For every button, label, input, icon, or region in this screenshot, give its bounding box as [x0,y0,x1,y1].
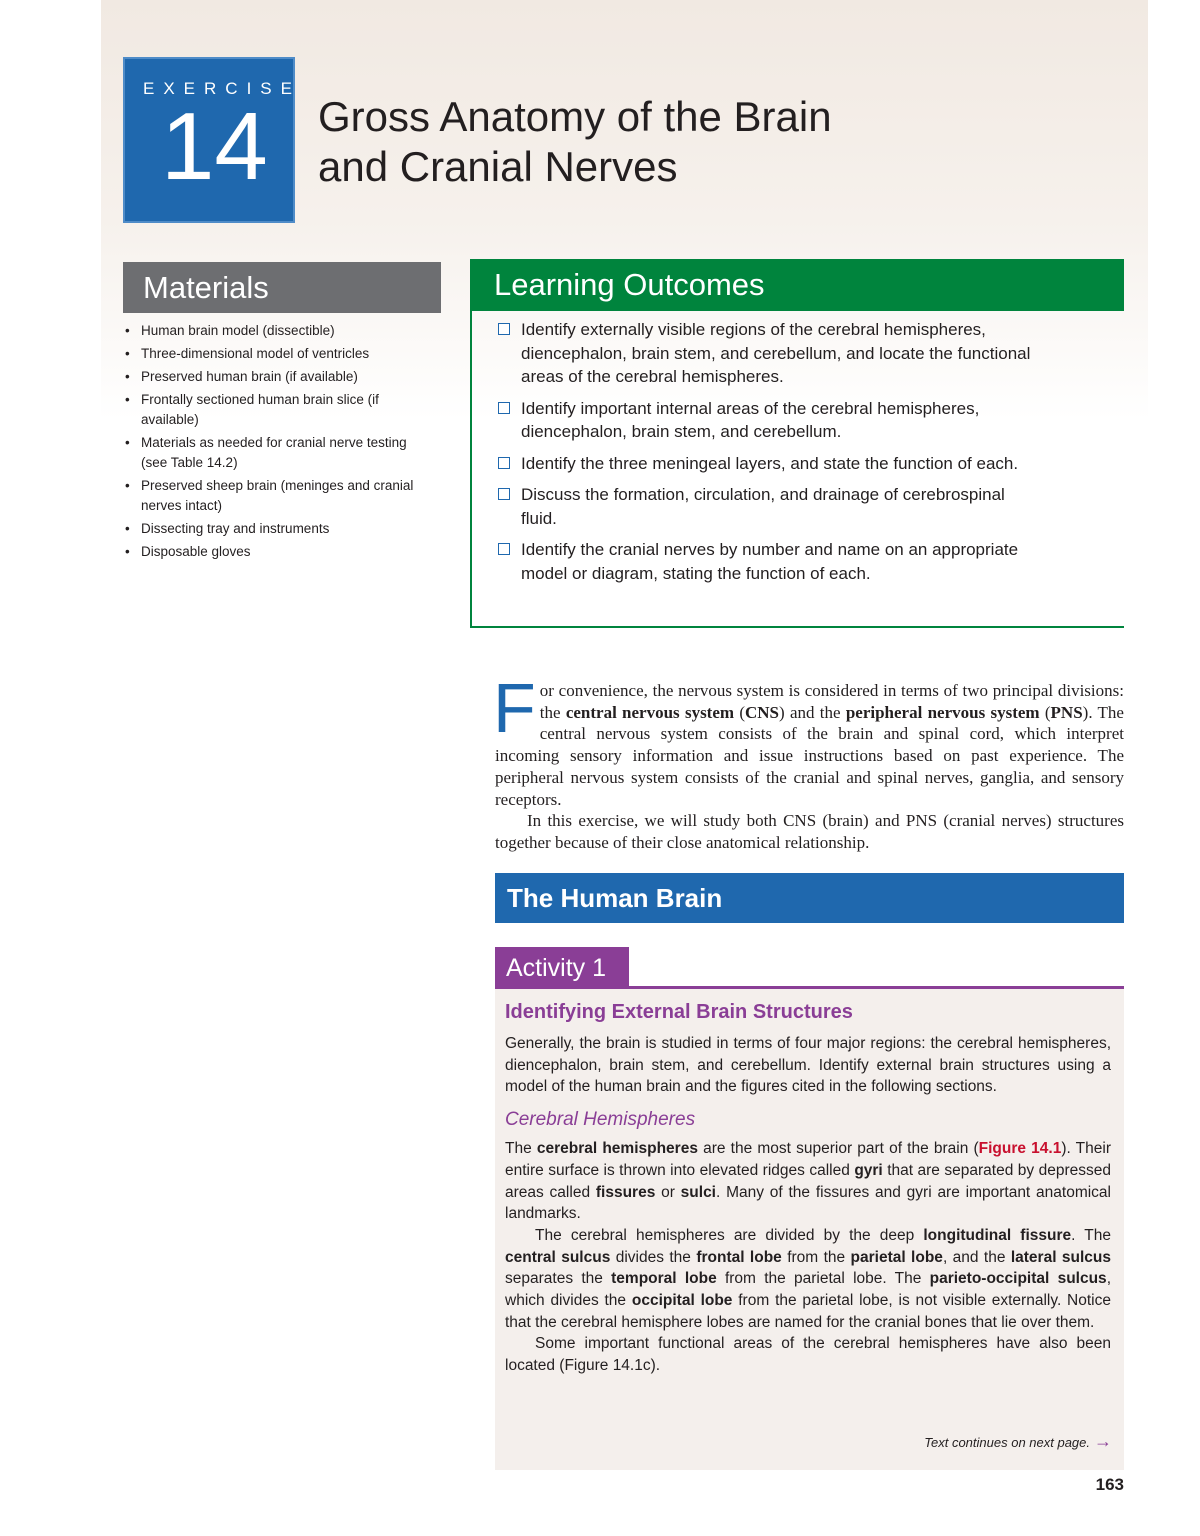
text-run: The [505,1140,537,1158]
intro-paragraph-2: In this exercise, we will study both CNS (brain) and PNS (cranial nerves) structures together because of their close anatomical relationship. [495,811,1124,852]
exercise-label: EXERCISE [143,79,301,98]
text-run: , and the [942,1248,1011,1266]
activity-tab: Activity 1 [495,947,629,987]
materials-item: • Frontally sectioned human brain slice (if available) [123,390,423,430]
materials-item: • Preserved sheep brain (meninges and cranial nerves intact) [123,476,423,516]
text-run: ( [1039,702,1051,722]
exercise-badge [123,57,301,223]
exercise-number: 14 [161,93,268,200]
learning-outcomes-list [498,318,1038,593]
outcome-item [498,483,1038,530]
materials-list [123,321,423,565]
activity-paragraph-3 [505,1225,1111,1334]
activity-title: Identifying External Brain Structures [505,1001,853,1023]
materials-heading: Materials [123,262,441,313]
text-run: divides the [610,1248,697,1266]
term: lateral sulcus [1010,1248,1112,1266]
outcome-item [498,397,1038,444]
text-run: . Many of the fissures and gyri are important anatomical landmarks. [505,1183,1111,1223]
text-run: from the parietal lobe. The [716,1270,930,1288]
materials-item: • Dissecting tray and instruments [123,519,423,539]
text-run: that are separated by depressed areas called [505,1161,1112,1201]
materials-item: • Disposable gloves [123,542,423,562]
term: parieto-occipital sulcus [929,1270,1107,1288]
activity-subheading: Cerebral Hemispheres [505,1109,696,1131]
outcome-item [498,538,1038,585]
outcome-text: Identify the cranial nerves by number and name on an appropriate model or diagram, stating the function of each. [521,540,1019,583]
activity-rule [495,986,1124,989]
text-run: or [655,1183,681,1201]
checkbox-icon [498,402,510,414]
term: gyri [854,1161,883,1179]
text-run: ) and the [779,702,846,722]
title-line-2: and Cranial Nerves [318,143,678,190]
drop-cap: F [493,669,536,747]
term: cerebral hemispheres [536,1140,698,1158]
term-cns: central nervous system [565,702,735,722]
text-run: are the most superior part of the brain ( [697,1140,979,1158]
materials-item: • Three-dimensional model of ventricles [123,344,423,364]
intro-text [493,669,1124,854]
term: longitudinal fissure [923,1226,1072,1244]
materials-item: • Preserved human brain (if available) [123,367,423,387]
figure-reference-link[interactable]: Figure 14.1 [978,1140,1062,1158]
checkbox-icon [498,457,510,469]
text-run: from the [781,1248,851,1266]
term: fissures [595,1183,656,1201]
materials-item: • Materials as needed for cranial nerve testing (see Table 14.2) [123,433,423,473]
text-run: or convenience, the nervous system is considered in terms of two principal divisions: the [539,681,1124,722]
continues-note [924,1431,1112,1452]
text-run: The cerebral hemispheres are divided by the deep [535,1226,924,1244]
term: frontal lobe [696,1248,782,1266]
term-pns: peripheral nervous system [845,702,1040,722]
text-run: separates the [505,1270,612,1288]
term-pns-abbr: PNS [1050,702,1083,722]
checkbox-icon [498,323,510,335]
outcome-item [498,318,1038,389]
section-heading: The Human Brain [495,873,1124,923]
checkbox-icon [498,543,510,555]
term: sulci [680,1183,716,1201]
term: temporal lobe [611,1270,717,1288]
text-run: , which divides the [505,1270,1111,1310]
page-number: 163 [1095,1475,1124,1494]
page-title [318,92,832,192]
text-run: ). Their entire surface is thrown into elevated ridges called [505,1140,1111,1179]
term-cns-abbr: CNS [745,702,780,722]
outcome-text: Identify externally visible regions of the cerebral hemispheres, diencephalon, brain stem, and cerebellum, and locate the functional areas of the cerebral hemispheres. [521,320,1031,386]
text-run: . The [1071,1226,1111,1244]
term: parietal lobe [850,1248,943,1266]
text-run: from the parietal lobe, is not visible externally. Notice that the cerebral hemisphere lobes are named for the cranial bones that lie over them. [505,1292,1111,1331]
learning-outcomes-heading: Learning Outcomes [470,259,1124,311]
activity-body [505,1033,1111,1377]
term: central sulcus [505,1248,611,1266]
text-run: ). The central nervous system consists of the brain and spinal cord, which interpret incoming sensory information and issue instructions based on past experience. The peripheral nervous system consists of the cranial and spinal nerves, ganglia, and sensory receptors. [495,702,1124,809]
outcome-text: Identify important internal areas of the cerebral hemispheres, diencephalon, brain stem, and cerebellum. [521,398,980,441]
outcome-text: Identify the three meningeal layers, and state the function of each. [521,453,1019,473]
term: occipital lobe [631,1292,733,1310]
text-run: ( [734,702,745,722]
materials-item: • Human brain model (dissectible) [123,321,423,341]
checkbox-icon [498,488,510,500]
activity-paragraph-4: Some important functional areas of the cerebral hemispheres have also been located (Figure 14.1c). [505,1335,1111,1375]
outcome-text: Discuss the formation, circulation, and drainage of cerebrospinal fluid. [521,485,1005,528]
title-line-1: Gross Anatomy of the Brain [318,93,832,140]
intro-paragraph-1 [493,669,1124,810]
outcome-item [498,452,1038,476]
arrow-right-icon: → [1094,1431,1112,1451]
activity-paragraph-2 [505,1138,1111,1225]
activity-paragraph-1: Generally, the brain is studied in terms of four major regions: the cerebral hemispheres, diencephalon, brain stem, and cerebellum. Identify external brain structures using a model of the human brain and the figures cited in the following sections. [505,1035,1111,1096]
continues-text: Text continues on next page. [924,1435,1090,1450]
